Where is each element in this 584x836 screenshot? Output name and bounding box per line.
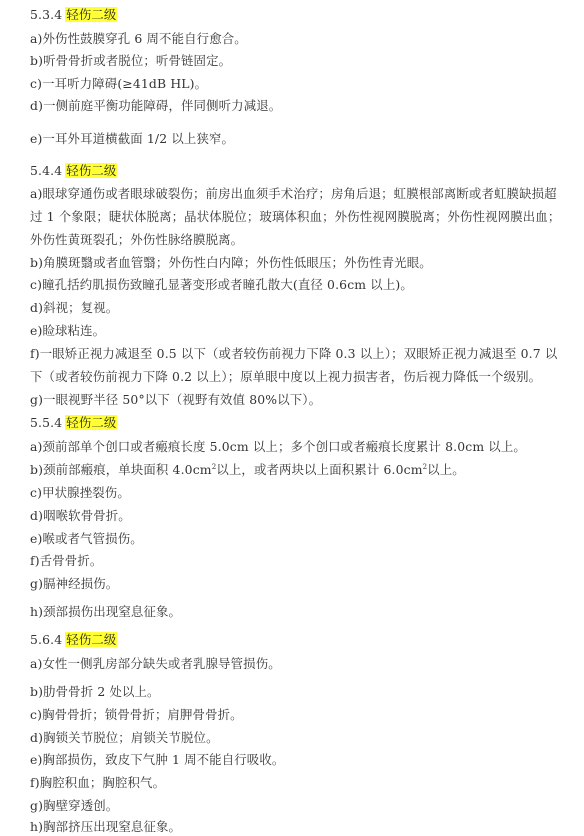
section-heading-5-5-4 <box>30 415 566 431</box>
grade-highlight: 轻伤二级 <box>66 7 117 22</box>
list-item: e)一耳外耳道横截面 1/2 以上狭窄。 <box>30 131 235 146</box>
section-number: 5.4.4 <box>30 163 63 178</box>
list-item: c)胸骨骨折；锁骨骨折；肩胛骨骨折。 <box>30 707 243 722</box>
list-item: d)咽喉软骨骨折。 <box>30 508 131 523</box>
list-item: 过 1 个象限；睫状体脱离；晶状体脱位；玻璃体积血；外伤性视网膜脱离；外伤性视网膜出血； <box>30 209 561 224</box>
list-item: f)一眼矫正视力减退至 0.5 以下（或者较伤前视力下降 0.3 以上）；双眼矫正视力减退至 0.7 以 <box>30 346 558 361</box>
item-text: b)颈前部瘢痕，单块面积 4.0cm <box>30 462 212 477</box>
list-item: a)颈前部单个创口或者瘢痕长度 5.0cm 以上；多个创口或者瘢痕长度累计 8.0cm 以上。 <box>30 439 526 454</box>
list-item: a)外伤性鼓膜穿孔 6 周不能自行愈合。 <box>30 31 247 46</box>
list-item: h)胸部挤压出现窒息征象。 <box>30 819 182 834</box>
section-heading-5-4-4 <box>30 163 566 179</box>
grade-highlight: 轻伤二级 <box>66 163 117 178</box>
section-heading-5-3-4 <box>30 7 566 23</box>
list-item: d)一侧前庭平衡功能障碍，伴同侧听力减退。 <box>30 98 282 113</box>
list-item: g)膈神经损伤。 <box>30 576 119 591</box>
list-item: 下（或者较伤前视力下降 0.2 以上）；原单眼中度以上视力损害者，伤后视力降低一个级别。 <box>30 369 542 384</box>
list-item: a)女性一侧乳房部分缺失或者乳腺导管损伤。 <box>30 656 281 671</box>
item-text: 以上。 <box>427 462 465 477</box>
item-text: 以上，或者两块以上面积累计 6.0cm <box>216 462 423 477</box>
list-item: b)角膜斑翳或者血管翳；外伤性白内障；外伤性低眼压；外伤性青光眼。 <box>30 255 432 270</box>
list-item <box>30 462 566 478</box>
section-number: 5.5.4 <box>30 415 63 430</box>
list-item: g)一眼视野半径 50°以下（视野有效值 80%以下）。 <box>30 392 322 407</box>
list-item: d)胸锁关节脱位；肩锁关节脱位。 <box>30 730 219 745</box>
list-item: e)睑球粘连。 <box>30 323 106 338</box>
list-item: c)甲状腺挫裂伤。 <box>30 485 130 500</box>
list-item: g)胸壁穿透创。 <box>30 798 119 813</box>
list-item: f)胸腔积血；胸腔积气。 <box>30 775 166 790</box>
section-number: 5.6.4 <box>30 632 63 647</box>
list-item: b)听骨骨折或者脱位；听骨链固定。 <box>30 53 232 68</box>
list-item: a)眼球穿通伤或者眼球破裂伤；前房出血须手术治疗；房角后退；虹膜根部离断或者虹膜缺损超 <box>30 186 557 201</box>
superscript: 2 <box>422 462 428 471</box>
grade-highlight: 轻伤二级 <box>66 415 117 430</box>
grade-highlight: 轻伤二级 <box>66 632 117 647</box>
list-item: c)瞳孔括约肌损伤致瞳孔显著变形或者瞳孔散大(直径 0.6cm 以上)。 <box>30 277 413 292</box>
list-item: c)一耳听力障碍(≥41dB HL)。 <box>30 76 208 91</box>
list-item: h)颈部损伤出现窒息征象。 <box>30 604 182 619</box>
section-heading-5-6-4 <box>30 632 566 648</box>
list-item: 外伤性黄斑裂孔；外伤性脉络膜脱离。 <box>30 232 244 247</box>
list-item: d)斜视；复视。 <box>30 300 119 315</box>
list-item: f)舌骨骨折。 <box>30 553 103 568</box>
superscript: 2 <box>211 462 217 471</box>
list-item: e)胸部损伤，致皮下气肿 1 周不能自行吸收。 <box>30 752 285 767</box>
list-item: e)喉或者气管损伤。 <box>30 531 143 546</box>
list-item: b)肋骨骨折 2 处以上。 <box>30 684 160 699</box>
section-number: 5.3.4 <box>30 7 63 22</box>
